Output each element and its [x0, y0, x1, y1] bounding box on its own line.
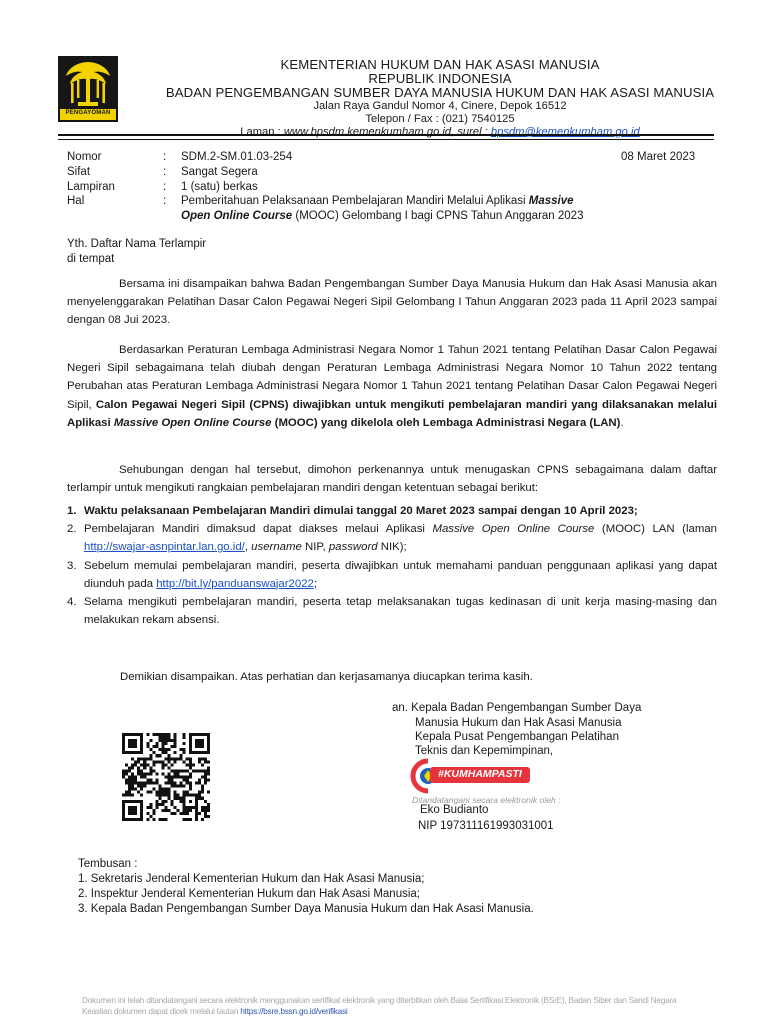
- website-link[interactable]: www.bpsdm.kemenkumham.go.id: [283, 126, 452, 138]
- list-item-number: 3.: [67, 559, 77, 572]
- hal-colon: :: [163, 195, 167, 207]
- cc-item: 1. Sekretaris Jenderal Kementerian Hukum dan Hak Asasi Manusia;: [78, 873, 425, 885]
- sifat-colon: :: [163, 166, 167, 178]
- nomor-label: Nomor: [67, 151, 102, 163]
- hal-line-1: [181, 193, 574, 209]
- list-item-text: Sebelum memulai pembelajaran mandiri, peserta diwajibkan untuk memahami panduan penggunaan aplikasi yang dapat diunduh pada: [84, 559, 717, 590]
- addressee-line-2: di tempat: [67, 253, 115, 265]
- paragraph-2-text-d: (MOOC) yang dikelola oleh Lembaga Administrasi Negara (LAN): [271, 416, 621, 429]
- cc-item: 3. Kepala Badan Pengembangan Sumber Daya Manusia Hukum dan Hak Asasi Manusia.: [78, 903, 534, 915]
- closing-sentence: Demikian disampaikan. Atas perhatian dan kerjasamanya diucapkan terima kasih.: [120, 671, 533, 683]
- list-item-em: Massive Open Online Course: [432, 523, 595, 536]
- panduan-link[interactable]: http://bit.ly/panduanswajar2022: [156, 577, 314, 590]
- lampiran-label: Lampiran: [67, 181, 115, 193]
- list-item: [67, 520, 717, 556]
- letterhead-rule-thick: [58, 134, 714, 136]
- signatory-line-1: an. Kepala Badan Pengembangan Sumber Daya: [392, 702, 642, 714]
- list-item-em: password: [328, 541, 378, 554]
- badge-text: #KUMHAMPASTI: [438, 768, 522, 780]
- signatory-line-4: Teknis dan Kepemimpinan,: [415, 745, 554, 757]
- bsre-verify-link[interactable]: https://bsre.bssn.go.id/verifikasi: [240, 1006, 348, 1016]
- footer-disclaimer: Dokumen ini telah ditandatangani secara elektronik menggunakan sertifikat elektronik yang diterbitkan oleh Balai Sertifikasi Elektronik (BSrE), Badan Siber dan Sandi Negara: [82, 995, 677, 1005]
- paragraph-2-text-c: Massive Open Online Course: [113, 416, 272, 429]
- list-item-text: ;: [313, 577, 318, 590]
- paragraph-3: [67, 461, 717, 497]
- list-item-text: ,: [244, 541, 252, 554]
- pengayoman-logo: [58, 56, 118, 122]
- site-prefix: Laman :: [240, 126, 284, 138]
- office-address: Jalan Raya Gandul Nomor 4, Cinere, Depok 16512: [313, 100, 567, 112]
- cc-item: 2. Inspektur Jenderal Kementerian Hukum dan Hak Asasi Manusia;: [78, 888, 420, 900]
- list-item-text: Pembelajaran Mandiri dimaksud dapat diakses melaui Aplikasi: [84, 523, 433, 536]
- nomor-value: SDM.2-SM.01.03-254: [181, 151, 293, 163]
- signatory-line-2: Manusia Hukum dan Hak Asasi Manusia: [415, 717, 622, 729]
- list-item: [67, 593, 717, 629]
- cc-title: Tembusan :: [78, 858, 138, 870]
- paragraph-1-text: Bersama ini disampaikan bahwa Badan Pengembangan Sumber Daya Manusia Hukum dan Hak Asasi Manusia akan menyelenggarakan Pelatihan Dasar Calon Pegawai Negeri Sipil Gelombang I Tahun Anggaran 2023 pada 11 April 2023 sampai dengan 08 Jui 2023.: [67, 278, 717, 327]
- lampiran-value: 1 (satu) berkas: [181, 181, 258, 193]
- email-link[interactable]: bpsdm@kemenkumham.go.id: [490, 126, 640, 138]
- list-item-text: Waktu pelaksanaan Pembelajaran Mandiri dimulai tanggal 20 Maret 2023 sampai dengan 10 April 2023;: [84, 505, 638, 517]
- addressee-line-1: Yth. Daftar Nama Terlampir: [67, 238, 207, 250]
- signatory-nip: NIP 197311161993031001: [418, 820, 554, 832]
- list-item-number: 1.: [67, 505, 77, 517]
- contact-line: [120, 126, 760, 139]
- hal-line-1-text: Pemberitahuan Pelaksanaan Pembelajaran Mandiri Melalui Aplikasi: [181, 195, 529, 207]
- paragraph-2-text-a: Berdasarkan Peraturan Lembaga Administrasi Negara Nomor 1 Tahun 2021 tentang Pelatihan Dasar Calon Pegawai Negeri Sipil sebagaimana telah diubah dengan Peraturan Lembaga Administrasi Negara Nomor 10 Tahun 2022 tentang Perubahan atas Peraturan Lembaga Administrasi Negara Nomor 1 Tahun 2021 tentang Pelatihan Dasar Calon Pegawai Negeri Sipil,: [67, 344, 717, 411]
- hal-line-2-em: Open Online Course: [181, 210, 293, 222]
- signatory-line-3: Kepala Pusat Pengembangan Pelatihan: [415, 731, 619, 743]
- letter-date: 08 Maret 2023: [621, 151, 696, 163]
- list-item-text: NIP,: [301, 541, 329, 554]
- list-item-text: Selama mengikuti pembelajaran mandiri, peserta tetap melaksanakan tugas kedinasan di unit kerja masing-masing dan melakukan rekam absensi.: [84, 596, 717, 627]
- country-name: REPUBLIK INDONESIA: [368, 71, 512, 86]
- hal-line-2: [181, 208, 583, 224]
- email-prefix: , surel :: [451, 126, 491, 138]
- kumham-pasti-badge: [410, 758, 530, 794]
- paragraph-2-text-b: Calon Pegawai Negeri Sipil (CPNS) diwajibkan untuk mengikuti pembelajaran mandiri yang dilaksanakan melalui Aplikasi: [67, 398, 717, 429]
- letterhead-rule-thin: [58, 139, 714, 140]
- list-item-text: NIK);: [377, 541, 407, 554]
- terms-list: [67, 502, 717, 629]
- list-item-em: username: [251, 541, 302, 554]
- hal-line-1-em: Massive: [528, 195, 574, 207]
- verification-qr-code[interactable]: [122, 733, 210, 821]
- sifat-label: Sifat: [67, 166, 91, 178]
- ministry-name: KEMENTERIAN HUKUM DAN HAK ASASI MANUSIA: [280, 57, 600, 72]
- paragraph-1: [67, 275, 717, 330]
- list-item-number: 2.: [67, 523, 77, 536]
- list-item: [67, 557, 717, 593]
- lampiran-colon: :: [163, 181, 167, 193]
- hal-line-2-text: (MOOC) Gelombang I bagi CPNS Tahun Anggaran 2023: [292, 210, 584, 222]
- agency-name: BADAN PENGEMBANGAN SUMBER DAYA MANUSIA HUKUM DAN HAK ASASI MANUSIA: [165, 85, 715, 100]
- list-item: [67, 502, 717, 520]
- hal-label: Hal: [67, 195, 85, 207]
- e-sign-note: Ditandatangani secara elektronik oleh :: [412, 795, 561, 805]
- list-item-text: (MOOC) LAN (laman: [594, 523, 717, 536]
- list-item-number: 4.: [67, 596, 77, 609]
- footer-verify-text: Keaslian dokumen dapat dicek melalui tautan: [82, 1006, 241, 1016]
- office-phone: Telepon / Fax : (021) 7540125: [365, 113, 515, 125]
- paragraph-2: [67, 341, 717, 432]
- nomor-colon: :: [163, 151, 167, 163]
- signatory-name: Eko Budianto: [420, 804, 489, 816]
- footer-verify-line: [82, 1006, 348, 1017]
- paragraph-2-text-e: .: [620, 416, 624, 429]
- paragraph-3-text: Sehubungan dengan hal tersebut, dimohon perkenannya untuk menugaskan CPNS sebagaimana dalam daftar terlampir untuk mengikuti rangkaian pembelajaran mandiri dengan ketentuan sebagai berikut:: [67, 464, 717, 495]
- sifat-value: Sangat Segera: [181, 166, 258, 178]
- logo-caption: PENGAYOMAN: [65, 110, 111, 116]
- swajar-link[interactable]: http://swajar-asnpintar.lan.go.id/: [84, 541, 245, 554]
